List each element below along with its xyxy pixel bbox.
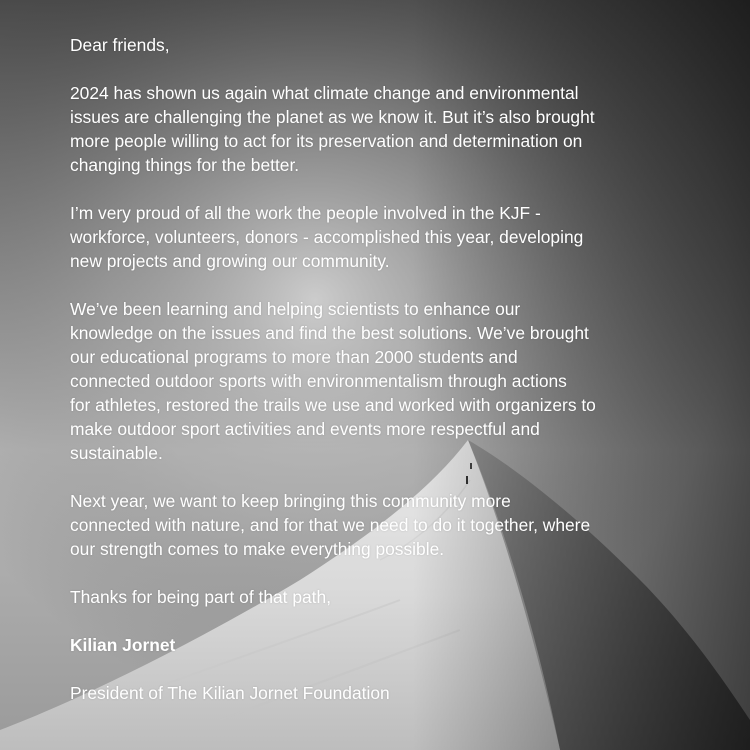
signature-name: Kilian Jornet	[70, 635, 176, 655]
closing: Thanks for being part of that path,	[70, 587, 332, 607]
paragraph: I’m very proud of all the work the people involved in the KJF - workforce, volunteers, donors - accomplished this year, developing new projects and growing our community.	[70, 203, 584, 271]
signature-title: President of The Kilian Jornet Foundation	[70, 683, 390, 703]
letter-body	[70, 33, 710, 729]
paragraph: We’ve been learning and helping scientists to enhance our knowledge on the issues and find the best solutions. We’ve brought our educational programs to more than 2000 students and connected outdoor sports with environmentalism through actions for athletes, restored the trails we use and worked with organizers to make outdoor sport activities and events more respectful and sustainable.	[70, 299, 596, 463]
greeting: Dear friends,	[70, 35, 170, 55]
paragraph: Next year, we want to keep bringing this community more connected with nature, and for that we need to do it together, where our strength comes to make everything possible.	[70, 491, 591, 559]
paragraph: 2024 has shown us again what climate change and environmental issues are challenging the planet as we know it. But it’s also brought more people willing to act for its preservation and determination on changing things for the better.	[70, 83, 595, 175]
